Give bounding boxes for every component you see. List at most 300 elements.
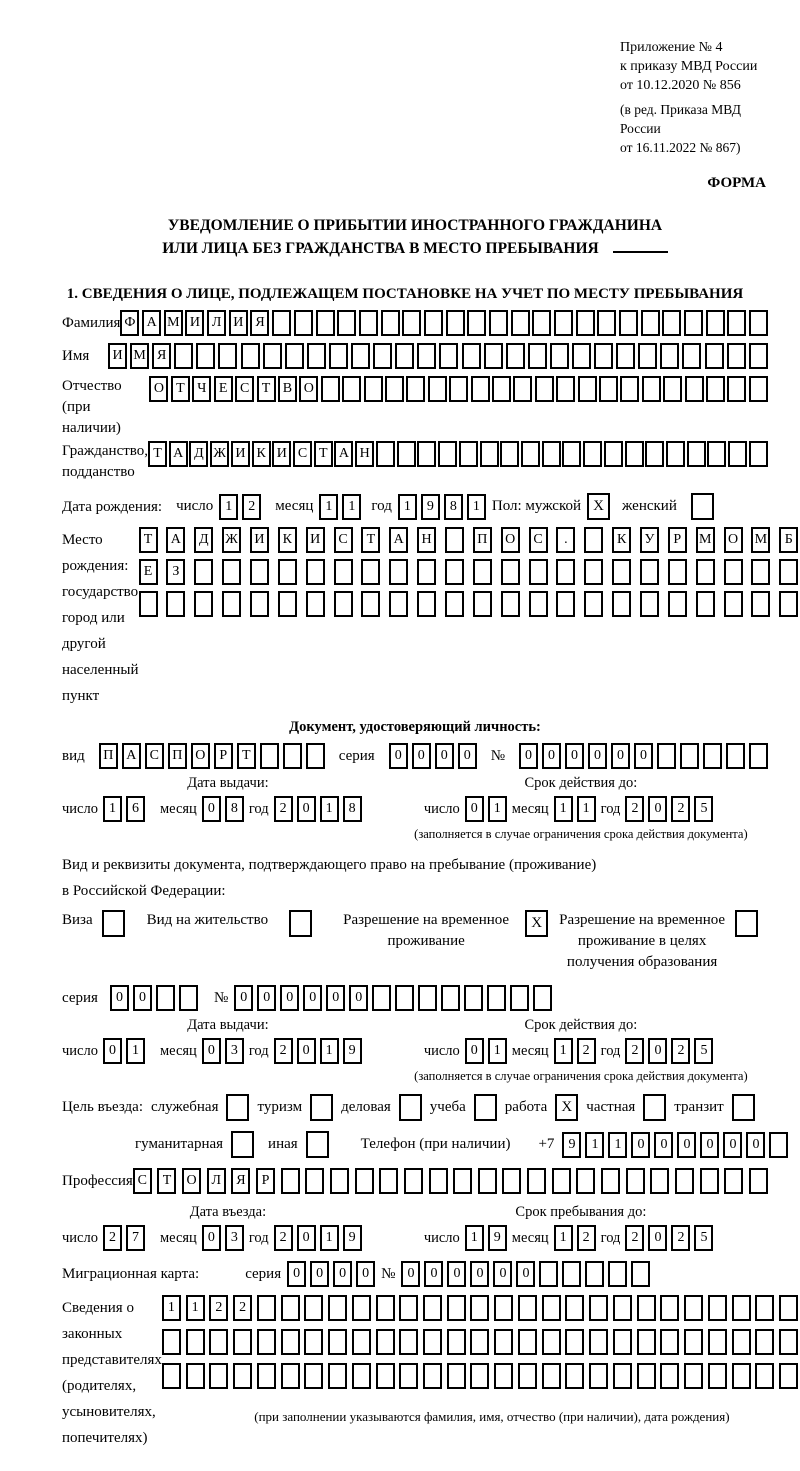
char-box[interactable]: [492, 376, 511, 402]
char-box[interactable]: [668, 559, 687, 585]
char-box[interactable]: [355, 1168, 374, 1194]
char-box[interactable]: 0: [435, 743, 454, 769]
char-box[interactable]: Т: [237, 743, 256, 769]
char-box[interactable]: Т: [139, 527, 158, 553]
char-box[interactable]: В: [278, 376, 297, 402]
char-box[interactable]: [399, 1363, 418, 1389]
char-box[interactable]: [304, 1295, 323, 1321]
char-box[interactable]: [361, 591, 380, 617]
char-box[interactable]: [616, 343, 635, 369]
char-box[interactable]: 0: [542, 743, 561, 769]
char-box[interactable]: [550, 343, 569, 369]
char-box[interactable]: 0: [389, 743, 408, 769]
char-box[interactable]: 8: [225, 796, 244, 822]
char-box[interactable]: 2: [577, 1225, 596, 1251]
char-box[interactable]: [625, 441, 644, 467]
char-box[interactable]: [556, 559, 575, 585]
char-box[interactable]: [233, 1363, 252, 1389]
char-box[interactable]: Л: [207, 1168, 226, 1194]
char-box[interactable]: [749, 1168, 768, 1194]
char-box[interactable]: 2: [671, 796, 690, 822]
char-box[interactable]: 0: [326, 985, 345, 1011]
char-box[interactable]: [462, 343, 481, 369]
char-box[interactable]: [241, 343, 260, 369]
char-box[interactable]: 0: [110, 985, 129, 1011]
char-box[interactable]: [473, 591, 492, 617]
char-box[interactable]: Д: [189, 441, 208, 467]
char-box[interactable]: [376, 1329, 395, 1355]
char-box[interactable]: 0: [723, 1132, 742, 1158]
char-box[interactable]: Б: [779, 527, 798, 553]
char-box[interactable]: [511, 310, 530, 336]
char-box[interactable]: [445, 559, 464, 585]
char-box[interactable]: [576, 310, 595, 336]
char-box[interactable]: [565, 1329, 584, 1355]
char-box[interactable]: 0: [746, 1132, 765, 1158]
char-box[interactable]: 9: [421, 494, 440, 520]
char-box[interactable]: 1: [554, 1225, 573, 1251]
char-box[interactable]: 5: [694, 796, 713, 822]
char-box[interactable]: 9: [343, 1225, 362, 1251]
char-box[interactable]: [751, 591, 770, 617]
char-box[interactable]: [684, 1295, 703, 1321]
char-box[interactable]: 1: [342, 494, 361, 520]
char-box[interactable]: 0: [257, 985, 276, 1011]
char-box[interactable]: [209, 1363, 228, 1389]
char-box[interactable]: [352, 1329, 371, 1355]
char-box[interactable]: [281, 1295, 300, 1321]
char-box[interactable]: [637, 1329, 656, 1355]
char-box[interactable]: [532, 310, 551, 336]
char-box[interactable]: [554, 310, 573, 336]
char-box[interactable]: 9: [562, 1132, 581, 1158]
checkbox[interactable]: X: [587, 493, 610, 520]
char-box[interactable]: [352, 1295, 371, 1321]
char-box[interactable]: [585, 1261, 604, 1287]
char-box[interactable]: М: [130, 343, 149, 369]
char-box[interactable]: 0: [424, 1261, 443, 1287]
char-box[interactable]: К: [252, 441, 271, 467]
char-box[interactable]: [700, 1168, 719, 1194]
char-box[interactable]: 1: [398, 494, 417, 520]
char-box[interactable]: Т: [257, 376, 276, 402]
char-box[interactable]: [337, 310, 356, 336]
char-box[interactable]: [361, 559, 380, 585]
char-box[interactable]: 0: [565, 743, 584, 769]
char-box[interactable]: Е: [214, 376, 233, 402]
char-box[interactable]: [278, 559, 297, 585]
char-box[interactable]: 1: [554, 796, 573, 822]
char-box[interactable]: [510, 985, 529, 1011]
char-box[interactable]: 0: [287, 1261, 306, 1287]
char-box[interactable]: [620, 376, 639, 402]
char-box[interactable]: О: [149, 376, 168, 402]
char-box[interactable]: [459, 441, 478, 467]
char-box[interactable]: [613, 1363, 632, 1389]
char-box[interactable]: 0: [202, 1038, 221, 1064]
char-box[interactable]: [696, 591, 715, 617]
char-box[interactable]: 1: [103, 796, 122, 822]
char-box[interactable]: 0: [297, 796, 316, 822]
char-box[interactable]: [453, 1168, 472, 1194]
char-box[interactable]: 0: [700, 1132, 719, 1158]
char-box[interactable]: О: [191, 743, 210, 769]
char-box[interactable]: [480, 441, 499, 467]
char-box[interactable]: Я: [250, 310, 269, 336]
char-box[interactable]: [306, 591, 325, 617]
char-box[interactable]: Ж: [222, 527, 241, 553]
char-box[interactable]: [329, 343, 348, 369]
char-box[interactable]: [680, 743, 699, 769]
char-box[interactable]: 0: [493, 1261, 512, 1287]
char-box[interactable]: С: [235, 376, 254, 402]
char-box[interactable]: [304, 1329, 323, 1355]
char-box[interactable]: [696, 559, 715, 585]
checkbox[interactable]: [231, 1131, 254, 1158]
char-box[interactable]: [447, 1295, 466, 1321]
char-box[interactable]: 1: [320, 1225, 339, 1251]
char-box[interactable]: [631, 1261, 650, 1287]
char-box[interactable]: К: [612, 527, 631, 553]
checkbox[interactable]: [691, 493, 714, 520]
char-box[interactable]: 9: [488, 1225, 507, 1251]
char-box[interactable]: А: [122, 743, 141, 769]
char-box[interactable]: [637, 1363, 656, 1389]
char-box[interactable]: [334, 591, 353, 617]
char-box[interactable]: [749, 310, 768, 336]
char-box[interactable]: 0: [677, 1132, 696, 1158]
char-box[interactable]: [769, 1132, 788, 1158]
char-box[interactable]: [552, 1168, 571, 1194]
char-box[interactable]: [724, 1168, 743, 1194]
char-box[interactable]: [594, 343, 613, 369]
char-box[interactable]: Я: [231, 1168, 250, 1194]
char-box[interactable]: [417, 441, 436, 467]
char-box[interactable]: У: [640, 527, 659, 553]
char-box[interactable]: 1: [488, 1038, 507, 1064]
char-box[interactable]: 2: [671, 1038, 690, 1064]
char-box[interactable]: [484, 343, 503, 369]
char-box[interactable]: [445, 591, 464, 617]
checkbox[interactable]: [226, 1094, 249, 1121]
char-box[interactable]: [376, 1295, 395, 1321]
char-box[interactable]: Р: [256, 1168, 275, 1194]
char-box[interactable]: [447, 1329, 466, 1355]
char-box[interactable]: Н: [417, 527, 436, 553]
char-box[interactable]: 0: [133, 985, 152, 1011]
char-box[interactable]: С: [133, 1168, 152, 1194]
char-box[interactable]: [749, 343, 768, 369]
char-box[interactable]: П: [99, 743, 118, 769]
char-box[interactable]: 0: [333, 1261, 352, 1287]
char-box[interactable]: 2: [274, 1225, 293, 1251]
char-box[interactable]: [682, 343, 701, 369]
char-box[interactable]: [233, 1329, 252, 1355]
char-box[interactable]: [687, 441, 706, 467]
char-box[interactable]: Т: [157, 1168, 176, 1194]
checkbox[interactable]: [310, 1094, 333, 1121]
char-box[interactable]: 0: [234, 985, 253, 1011]
char-box[interactable]: 8: [444, 494, 463, 520]
char-box[interactable]: Р: [214, 743, 233, 769]
char-box[interactable]: 0: [349, 985, 368, 1011]
char-box[interactable]: [589, 1329, 608, 1355]
char-box[interactable]: [675, 1168, 694, 1194]
checkbox[interactable]: [732, 1094, 755, 1121]
char-box[interactable]: [521, 441, 540, 467]
char-box[interactable]: [179, 985, 198, 1011]
char-box[interactable]: [518, 1329, 537, 1355]
char-box[interactable]: 0: [648, 796, 667, 822]
char-box[interactable]: [518, 1363, 537, 1389]
char-box[interactable]: [518, 1295, 537, 1321]
char-box[interactable]: [660, 343, 679, 369]
char-box[interactable]: [294, 310, 313, 336]
char-box[interactable]: [417, 591, 436, 617]
char-box[interactable]: 1: [320, 796, 339, 822]
char-box[interactable]: [494, 1329, 513, 1355]
char-box[interactable]: [470, 1295, 489, 1321]
char-box[interactable]: 1: [467, 494, 486, 520]
char-box[interactable]: [423, 1295, 442, 1321]
checkbox[interactable]: [643, 1094, 666, 1121]
char-box[interactable]: 6: [126, 796, 145, 822]
char-box[interactable]: [584, 559, 603, 585]
char-box[interactable]: [584, 527, 603, 553]
char-box[interactable]: [528, 343, 547, 369]
char-box[interactable]: 1: [585, 1132, 604, 1158]
char-box[interactable]: 2: [242, 494, 261, 520]
char-box[interactable]: 2: [233, 1295, 252, 1321]
char-box[interactable]: [417, 559, 436, 585]
char-box[interactable]: [417, 343, 436, 369]
char-box[interactable]: [662, 310, 681, 336]
char-box[interactable]: [399, 1295, 418, 1321]
char-box[interactable]: Т: [314, 441, 333, 467]
char-box[interactable]: 0: [611, 743, 630, 769]
char-box[interactable]: [542, 441, 561, 467]
char-box[interactable]: [533, 985, 552, 1011]
char-box[interactable]: [727, 376, 746, 402]
char-box[interactable]: 0: [356, 1261, 375, 1287]
char-box[interactable]: О: [501, 527, 520, 553]
char-box[interactable]: [642, 376, 661, 402]
char-box[interactable]: С: [529, 527, 548, 553]
char-box[interactable]: [156, 985, 175, 1011]
char-box[interactable]: [285, 343, 304, 369]
char-box[interactable]: Ф: [120, 310, 139, 336]
char-box[interactable]: 2: [671, 1225, 690, 1251]
char-box[interactable]: [749, 376, 768, 402]
char-box[interactable]: [638, 343, 657, 369]
char-box[interactable]: 0: [465, 796, 484, 822]
char-box[interactable]: [527, 1168, 546, 1194]
char-box[interactable]: 0: [447, 1261, 466, 1287]
char-box[interactable]: [447, 1363, 466, 1389]
char-box[interactable]: [186, 1363, 205, 1389]
char-box[interactable]: [381, 310, 400, 336]
char-box[interactable]: [576, 1168, 595, 1194]
char-box[interactable]: [162, 1329, 181, 1355]
char-box[interactable]: [376, 441, 395, 467]
char-box[interactable]: 0: [280, 985, 299, 1011]
char-box[interactable]: [751, 559, 770, 585]
char-box[interactable]: А: [142, 310, 161, 336]
char-box[interactable]: [650, 1168, 669, 1194]
char-box[interactable]: 5: [694, 1225, 713, 1251]
char-box[interactable]: [404, 1168, 423, 1194]
char-box[interactable]: [604, 441, 623, 467]
char-box[interactable]: [626, 1168, 645, 1194]
checkbox[interactable]: X: [525, 910, 548, 937]
char-box[interactable]: [162, 1363, 181, 1389]
checkbox[interactable]: [306, 1131, 329, 1158]
char-box[interactable]: 1: [554, 1038, 573, 1064]
char-box[interactable]: [640, 559, 659, 585]
char-box[interactable]: [352, 1363, 371, 1389]
char-box[interactable]: [597, 310, 616, 336]
char-box[interactable]: [441, 985, 460, 1011]
checkbox[interactable]: X: [555, 1094, 578, 1121]
char-box[interactable]: И: [185, 310, 204, 336]
char-box[interactable]: [779, 1329, 798, 1355]
char-box[interactable]: К: [278, 527, 297, 553]
char-box[interactable]: [663, 376, 682, 402]
char-box[interactable]: [473, 559, 492, 585]
char-box[interactable]: [257, 1295, 276, 1321]
char-box[interactable]: [501, 559, 520, 585]
char-box[interactable]: [186, 1329, 205, 1355]
char-box[interactable]: [728, 441, 747, 467]
char-box[interactable]: [321, 376, 340, 402]
char-box[interactable]: [467, 310, 486, 336]
char-box[interactable]: [257, 1329, 276, 1355]
checkbox[interactable]: [399, 1094, 422, 1121]
char-box[interactable]: 2: [274, 796, 293, 822]
char-box[interactable]: [397, 441, 416, 467]
char-box[interactable]: [707, 441, 726, 467]
char-box[interactable]: [584, 591, 603, 617]
char-box[interactable]: [379, 1168, 398, 1194]
char-box[interactable]: [705, 343, 724, 369]
char-box[interactable]: 1: [162, 1295, 181, 1321]
char-box[interactable]: [660, 1329, 679, 1355]
char-box[interactable]: Я: [152, 343, 171, 369]
checkbox[interactable]: [102, 910, 125, 937]
char-box[interactable]: [372, 985, 391, 1011]
char-box[interactable]: [732, 1329, 751, 1355]
char-box[interactable]: М: [751, 527, 770, 553]
char-box[interactable]: [328, 1329, 347, 1355]
char-box[interactable]: [749, 743, 768, 769]
char-box[interactable]: [487, 985, 506, 1011]
char-box[interactable]: О: [299, 376, 318, 402]
char-box[interactable]: [542, 1363, 561, 1389]
char-box[interactable]: [501, 591, 520, 617]
char-box[interactable]: [373, 343, 392, 369]
char-box[interactable]: [502, 1168, 521, 1194]
char-box[interactable]: [749, 441, 768, 467]
char-box[interactable]: [529, 591, 548, 617]
char-box[interactable]: 7: [126, 1225, 145, 1251]
char-box[interactable]: 0: [202, 1225, 221, 1251]
char-box[interactable]: [506, 343, 525, 369]
char-box[interactable]: З: [166, 559, 185, 585]
char-box[interactable]: А: [169, 441, 188, 467]
checkbox[interactable]: [289, 910, 312, 937]
char-box[interactable]: [755, 1363, 774, 1389]
char-box[interactable]: [328, 1295, 347, 1321]
char-box[interactable]: [470, 1329, 489, 1355]
char-box[interactable]: 0: [648, 1225, 667, 1251]
char-box[interactable]: [351, 343, 370, 369]
char-box[interactable]: 2: [274, 1038, 293, 1064]
char-box[interactable]: [660, 1363, 679, 1389]
char-box[interactable]: [306, 559, 325, 585]
char-box[interactable]: Т: [361, 527, 380, 553]
char-box[interactable]: [439, 343, 458, 369]
char-box[interactable]: 0: [310, 1261, 329, 1287]
char-box[interactable]: 2: [625, 796, 644, 822]
char-box[interactable]: [732, 1295, 751, 1321]
char-box[interactable]: 0: [297, 1038, 316, 1064]
char-box[interactable]: 9: [343, 1038, 362, 1064]
char-box[interactable]: [684, 310, 703, 336]
char-box[interactable]: С: [145, 743, 164, 769]
char-box[interactable]: [438, 441, 457, 467]
char-box[interactable]: П: [473, 527, 492, 553]
char-box[interactable]: 0: [303, 985, 322, 1011]
char-box[interactable]: А: [334, 441, 353, 467]
char-box[interactable]: 1: [219, 494, 238, 520]
char-box[interactable]: [395, 343, 414, 369]
char-box[interactable]: [578, 376, 597, 402]
char-box[interactable]: [209, 1329, 228, 1355]
char-box[interactable]: [542, 1329, 561, 1355]
char-box[interactable]: [641, 310, 660, 336]
char-box[interactable]: [779, 1363, 798, 1389]
char-box[interactable]: [706, 310, 725, 336]
char-box[interactable]: [660, 1295, 679, 1321]
char-box[interactable]: [724, 559, 743, 585]
char-box[interactable]: 0: [465, 1038, 484, 1064]
char-box[interactable]: С: [293, 441, 312, 467]
char-box[interactable]: А: [166, 527, 185, 553]
char-box[interactable]: [399, 1329, 418, 1355]
char-box[interactable]: [445, 527, 464, 553]
char-box[interactable]: [281, 1329, 300, 1355]
char-box[interactable]: Д: [194, 527, 213, 553]
char-box[interactable]: [494, 1363, 513, 1389]
char-box[interactable]: Ч: [192, 376, 211, 402]
char-box[interactable]: 0: [648, 1038, 667, 1064]
char-box[interactable]: [424, 310, 443, 336]
char-box[interactable]: 3: [225, 1038, 244, 1064]
char-box[interactable]: [727, 343, 746, 369]
char-box[interactable]: [583, 441, 602, 467]
char-box[interactable]: [395, 985, 414, 1011]
char-box[interactable]: [500, 441, 519, 467]
char-box[interactable]: [732, 1363, 751, 1389]
char-box[interactable]: 2: [625, 1225, 644, 1251]
char-box[interactable]: [494, 1295, 513, 1321]
char-box[interactable]: И: [108, 343, 127, 369]
char-box[interactable]: [376, 1363, 395, 1389]
char-box[interactable]: [306, 743, 325, 769]
char-box[interactable]: [703, 743, 722, 769]
char-box[interactable]: [281, 1168, 300, 1194]
char-box[interactable]: [194, 559, 213, 585]
